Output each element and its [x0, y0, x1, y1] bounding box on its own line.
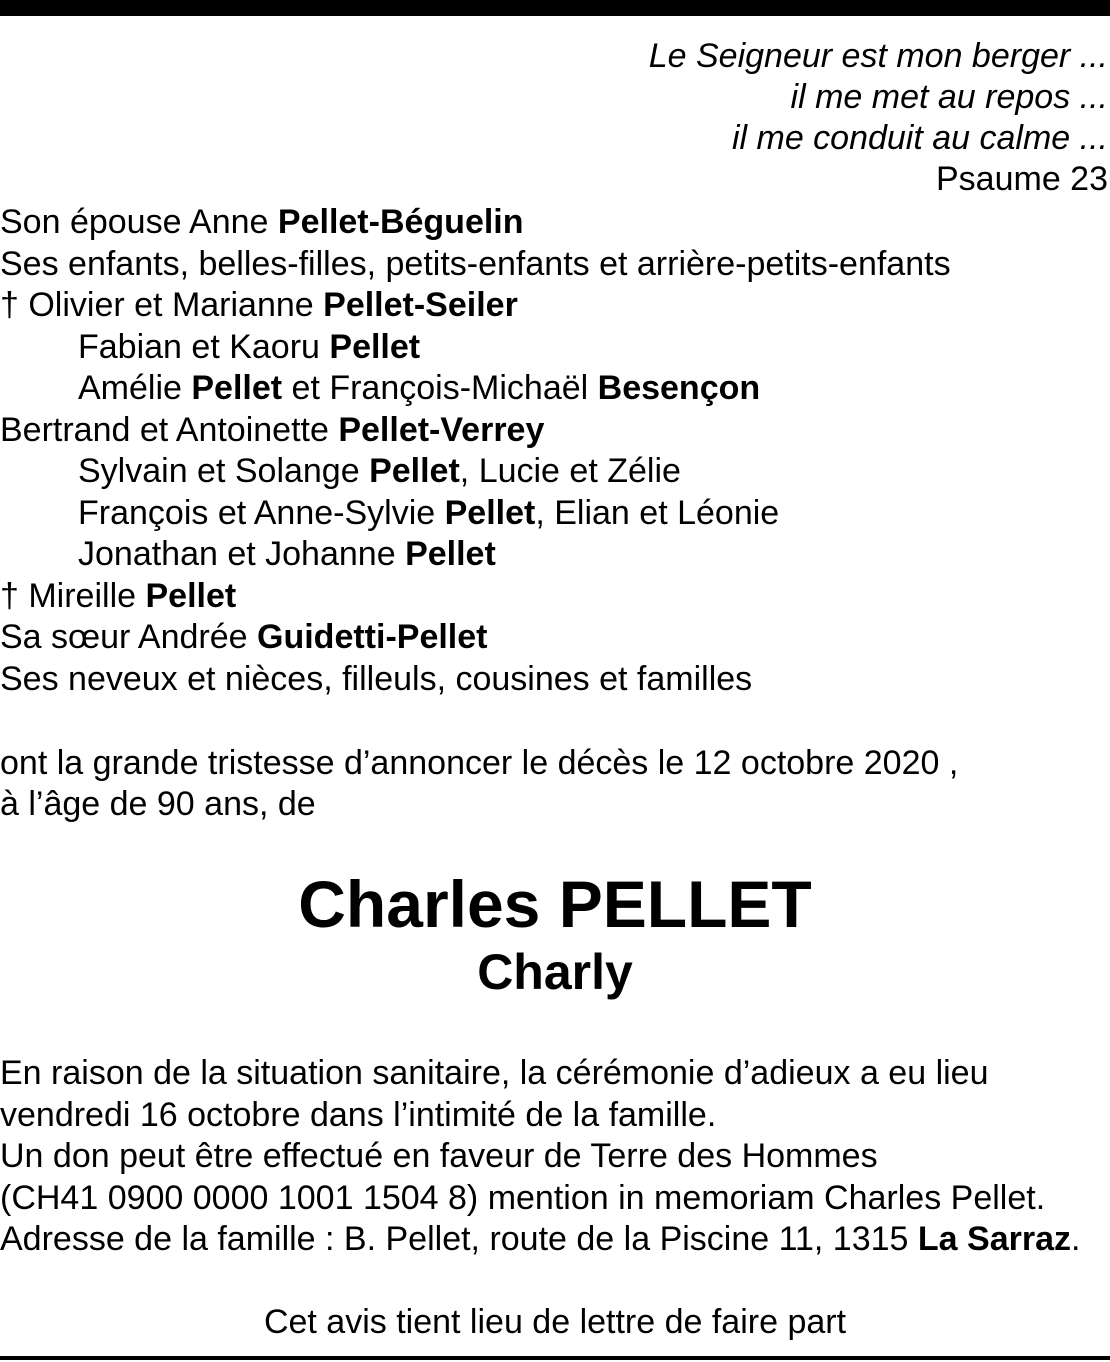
announcement-line: à l’âge de 90 ans, de	[0, 785, 316, 823]
family-member-line	[0, 576, 951, 618]
info-line: Un don peut être effectué en faveur de Terre des Hommes	[0, 1137, 878, 1175]
family-surname: Guidetti-Pellet	[257, 618, 488, 656]
family-member-line	[0, 285, 951, 327]
family-text: Jonathan et Johanne	[78, 535, 406, 573]
psalm-verse: il me conduit au calme ...	[731, 119, 1108, 157]
family-surname: Pellet-Verrey	[338, 410, 545, 449]
family-text: Ses neveux et nièces, filleuls, cousines et familles	[0, 659, 753, 698]
family-text: Sa sœur Andrée	[0, 618, 258, 656]
psalm-verse: il me met au repos ...	[790, 78, 1108, 116]
family-surname: Pellet-Béguelin	[277, 203, 524, 241]
family-text: Son épouse Anne	[0, 203, 278, 241]
family-member-line	[0, 327, 951, 369]
closing-note: Cet avis tient lieu de lettre de faire part	[263, 1303, 847, 1341]
top-border-rule	[0, 0, 1110, 16]
family-text: Amélie	[78, 369, 192, 407]
family-surname: Besençon	[597, 369, 761, 407]
family-text: Sylvain et Solange	[78, 452, 370, 490]
family-list	[0, 202, 951, 700]
family-member-line	[0, 659, 951, 701]
family-surname: Pellet	[369, 452, 460, 490]
family-member-line	[0, 410, 951, 452]
family-member-line	[0, 368, 951, 410]
address-town: La Sarraz	[917, 1220, 1071, 1258]
address-suffix: .	[1070, 1220, 1081, 1258]
family-member-line	[0, 534, 951, 576]
psalm-verse: Le Seigneur est mon berger ...	[648, 37, 1108, 75]
psalm-quote	[649, 36, 1108, 200]
family-text: Bertrand et Antoinette	[0, 410, 339, 449]
family-surname: Pellet	[191, 369, 283, 407]
info-line: (CH41 0900 0000 1001 1504 8) mention in memoriam Charles Pellet.	[0, 1178, 1046, 1217]
family-text: Fabian et Kaoru	[78, 327, 330, 366]
family-text: † Olivier et Marianne	[0, 286, 324, 324]
psalm-reference: Psaume 23	[936, 160, 1108, 198]
deceased-nickname: Charly	[477, 944, 633, 1000]
family-member-line	[0, 617, 951, 659]
deceased-block	[0, 866, 1110, 1002]
family-surname: Pellet	[145, 576, 237, 615]
family-surname: Pellet	[405, 535, 496, 573]
info-line: En raison de la situation sanitaire, la cérémonie d’adieux a eu lieu	[0, 1054, 989, 1092]
family-member-line	[0, 202, 951, 244]
family-member-line	[0, 244, 951, 286]
info-line: vendredi 16 octobre dans l’intimité de la famille.	[0, 1095, 717, 1134]
family-member-line	[0, 493, 951, 535]
announcement	[0, 743, 958, 825]
family-text: et François-Michaël	[282, 369, 598, 407]
family-member-line	[0, 451, 951, 493]
family-surname: Pellet-Seiler	[323, 286, 518, 324]
bottom-border-rule	[0, 1356, 1110, 1360]
ceremony-info	[0, 1053, 1080, 1261]
family-text: , Lucie et Zélie	[459, 452, 681, 490]
family-address	[0, 1219, 1080, 1261]
family-text: , Elian et Léonie	[535, 493, 780, 532]
family-text: François et Anne-Sylvie	[78, 493, 445, 532]
family-text: Ses enfants, belles-filles, petits-enfants et arrière-petits-enfants	[0, 244, 951, 283]
family-surname: Pellet	[329, 327, 421, 366]
announcement-line: ont la grande tristesse d’annoncer le décès le 12 octobre 2020 ,	[0, 744, 959, 782]
deceased-name: Charles PELLET	[298, 867, 812, 941]
address-prefix: Adresse de la famille : B. Pellet, route de la Piscine 11, 1315	[0, 1220, 918, 1258]
family-text: † Mireille	[0, 576, 146, 615]
family-surname: Pellet	[444, 493, 536, 532]
